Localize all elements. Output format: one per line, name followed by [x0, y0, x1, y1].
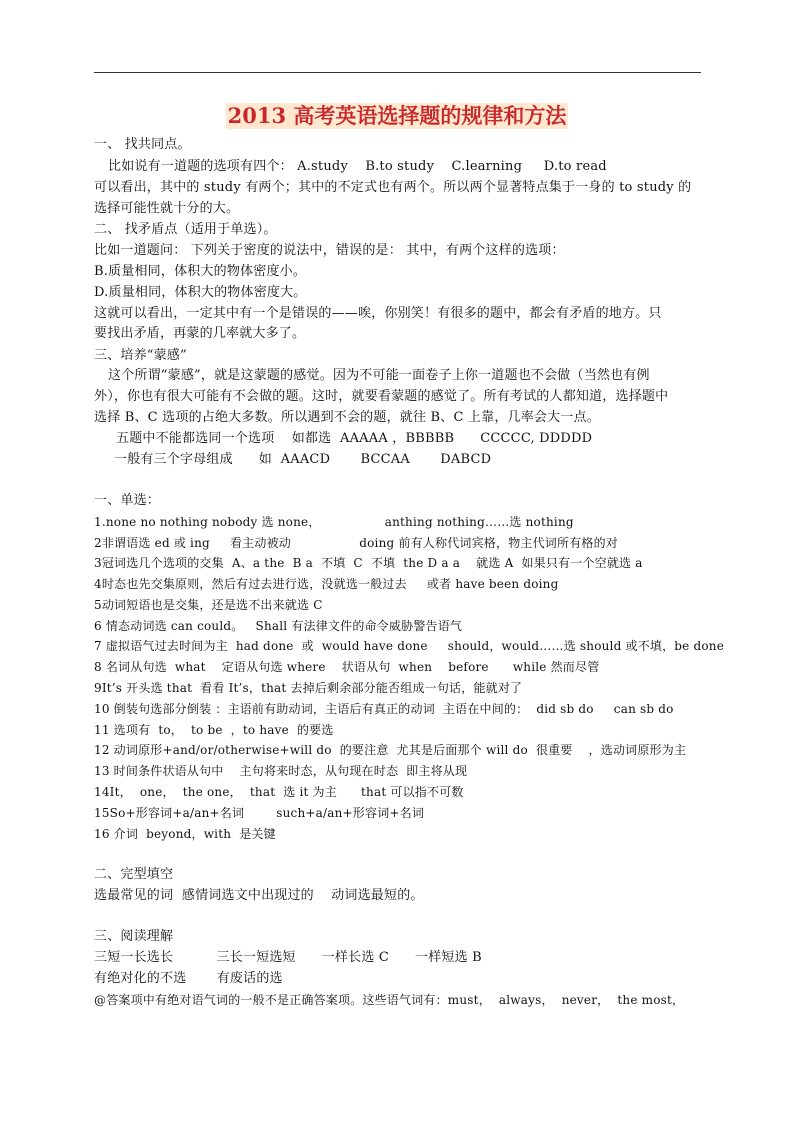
list-item: 3冠词选几个选项的交集 A、a the B a 不填 C 不填 the D a a 就选 A 如果只有一个空就选 a — [94, 556, 643, 570]
list-item: 14It， one， the one， that 选 it 为主 that 可以指不可数 — [94, 785, 464, 799]
list-item: 6 情态动词选 can could。 Shall 有法律文件的命令威胁警告语气 — [94, 619, 463, 633]
list-item: 8 名词从句选 what 定语从句选 where 状语从句 when before while 然而尽管 — [94, 660, 600, 674]
text-line: D.质量相同，体积大的物体密度大。 — [94, 285, 307, 300]
section-heading-guess: 三、培养“蒙感” — [94, 348, 187, 363]
text-line: @答案项中有绝对语气词的一般不是正确答案项。这些语气词有：must， always， never， the most， — [94, 993, 685, 1007]
text-line: 选择可能性就十分的大。 — [94, 201, 240, 216]
list-item: 15So+形容词+a/an+名词 such+a/an+形容词+名词 — [94, 806, 425, 820]
text-line: 选最常见的词 感情词选文中出现过的 动词选最短的。 — [94, 888, 424, 903]
list-item: 4时态也先交集原则，然后有过去进行选，没就选一般过去 或者 have been doing — [94, 577, 559, 591]
section-heading-single-choice: 一、单选： — [94, 493, 161, 508]
text-line: 这个所谓“蒙感”，就是这蒙题的感觉。因为不可能一面卷子上你一道题也不会做（当然也有例 — [108, 368, 650, 383]
list-item: 12 动词原形+and/or/otherwise+will do 的要注意 尤其是后面那个 will do 很重要 ，选动词原形为主 — [94, 743, 687, 757]
list-item: 11 选项有 to， to be ，to have 的要选 — [94, 723, 334, 737]
text-line: 有绝对化的不选 有废话的选 — [94, 971, 283, 986]
header-rule — [94, 72, 701, 73]
text-line: 要找出矛盾，再蒙的几率就大多了。 — [94, 326, 306, 341]
section-heading-common: 一、 找共同点。 — [94, 137, 191, 152]
text-line: 五题中不能都选同一个选项 如都选 AAAAA ，BBBBB CCCCC, DDDDD — [116, 431, 593, 446]
text-line: 比如说有一道题的选项有四个： A.study B.to study C.learning D.to read — [108, 159, 607, 174]
title-block — [0, 103, 794, 129]
text-line: 选择 B、C 选项的占绝大多数。所以遇到不会的题，就往 B、C 上靠，几率会大一点。 — [94, 410, 600, 425]
list-item: 9It’s 开头选 that 看看 It’s，that 去掉后剩余部分能否组成一句话，能就对了 — [94, 681, 523, 695]
section-heading-cloze: 二、完型填空 — [94, 867, 174, 882]
list-item: 16 介词 beyond，with 是关键 — [94, 827, 276, 841]
text-line: 比如一道题问： 下列关于密度的说法中，错误的是： 其中，有两个这样的选项： — [94, 243, 565, 258]
list-item: 10 倒装句选部分倒装 ：主语前有助动词，主语后有真正的动词 主语在中间的： did sb do can sb do — [94, 702, 674, 716]
text-line: 三短一长选长 三长一短选短 一样长选 C 一样短选 B — [94, 950, 482, 965]
section-heading-contradiction: 二、 找矛盾点（适用于单选）。 — [94, 222, 277, 237]
list-item: 2非谓语选 ed 或 ing 看主动被动 doing 前有人称代词宾格，物主代词所有格的对 — [94, 536, 618, 550]
section-heading-reading: 三、阅读理解 — [94, 929, 174, 944]
list-item: 1.none no nothing nobody 选 none， anthing nothing……选 nothing — [94, 515, 574, 529]
document-title: 2013 高考英语选择题的规律和方法 — [227, 103, 567, 128]
text-line: B.质量相同，体积大的物体密度小。 — [94, 264, 307, 279]
text-line: 一般有三个字母组成 如 AAACD BCCAA DABCD — [114, 452, 492, 467]
text-line: 外），你也有很大可能有不会做的题。这时，就要看蒙题的感觉了。所有考试的人都知道，选择题中 — [94, 389, 669, 404]
list-item: 5动词短语也是交集，还是选不出来就选 C — [94, 598, 323, 612]
list-item: 13 时间条件状语从句中 主句将来时态，从句现在时态 即主将从现 — [94, 764, 468, 778]
text-line: 这就可以看出，一定其中有一个是错误的——唉，你别笑！有很多的题中，都会有矛盾的地方。只 — [94, 306, 662, 321]
list-item: 7 虚拟语气过去时间为主 had done 或 would have done should，would……选 should 或不填，be done — [94, 639, 725, 653]
text-line: 可以看出，其中的 study 有两个；其中的不定式也有两个。所以两个显著特点集于一身的 to study 的 — [94, 180, 692, 195]
